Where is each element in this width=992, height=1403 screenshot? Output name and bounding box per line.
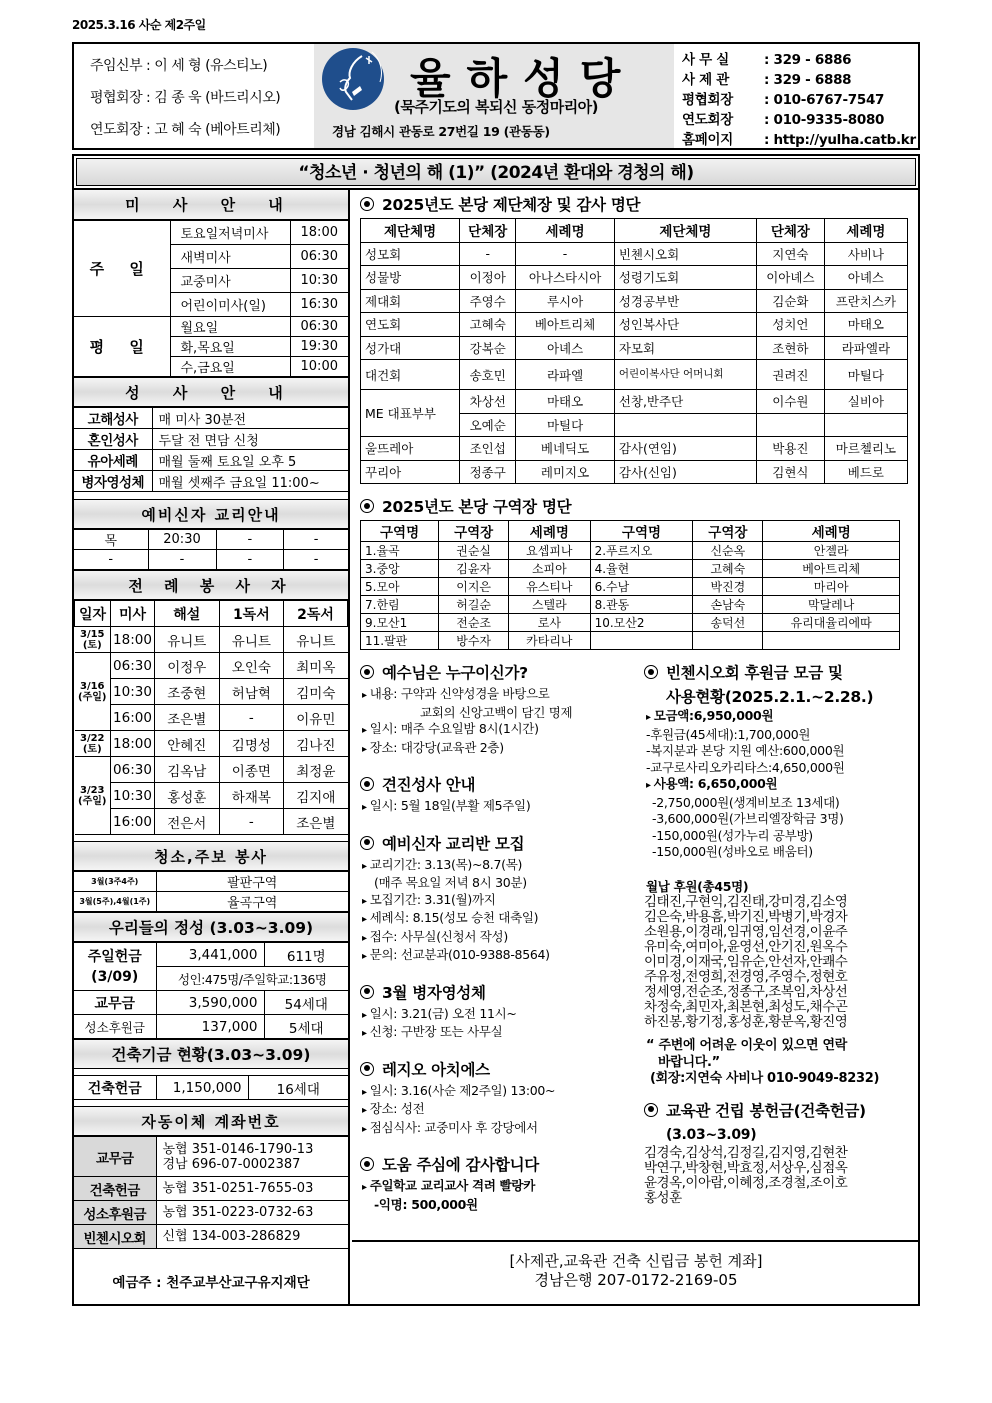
sacraments-table: 고해성사 매 미사 30분전 혼인성사 두달 전 면담 신청 유아세례 매월 둘째 토요일 오후 5 병자영성체 매월 셋째주 금요일 11:00~ — [74, 407, 348, 492]
mass-schedule-table: 주 일 토요일저녁미사 18:00 새벽미사 06:30 교중미사 10:30 어린이미사(일) 16:30 평 일 월요일 06:30 화,목요일 19:30 수,금요일 10:00 — [74, 220, 348, 377]
radio-bullet-icon — [360, 777, 374, 791]
bulletin-header — [72, 42, 920, 150]
radio-bullet-icon — [360, 985, 374, 999]
church-logo-icon — [322, 48, 384, 110]
church-subtitle: (묵주기도의 복되신 동정마리아) — [394, 98, 599, 116]
vincent-quote: “ 주변에 어려운 이웃이 있으면 연락 — [646, 1038, 847, 1053]
contact-list — [674, 44, 918, 148]
notices-right-column: 빈첸시오회 후원금 모금 및 사용현황(2025.2.1.~2.28.) ▸ 모금액:6,950,000원 -후원금(45세대):1,700,000원 -복지분과 본당 지원 예산:600,000원 -교구로사리오카리타스:4,650,000원 ▸ 사용액: 6,650,000원 -2,750,000원(생계비보조 13세대) -3,600,000원(가브리엘장학금 3명) -150,000원(성가누리 공부방) -150,000원(성바오로 배움터) 월납 후원(총45명) 김태진,구현익,김진태,강미경,김소영 김은숙,박용흠,박기진,박병기,박경자 소원용,이경래,임귀영,임선경,이윤주 유미숙,여미아,윤영선,안기진,원옥수 이미경,이재국,임유순,안선자,안쾌수 주유정,전영희,전경영,주영수,정현호 정세영,전순조,정종구,조복임,차상선 차정숙,최민자,최본현,최성도,채수곤 하진봉,황기정,홍성훈,황분옥,황진영 “ 주변에 어려운 이웃이 있으면 연락 바랍니다.” (회장:지연숙 사비나 010-9049-8232) 교육관 건립 봉헌금(건축헌금) (3.03~3.09) 김경숙,김상석,김정길,김지영,김현찬 박연구,박창현,박효정,서상우,심점옥 윤경옥,이아람,이혜정,조경철,조이호 홍성훈 — [636, 660, 920, 1206]
cleaning-table: 3월(3주4주) 팔판구역 3월(5주),4월(1주) 율곡구역 — [74, 871, 348, 912]
liturgy-servers-table: 일자 미사 해설 1독서 2독서 3/15 (토) 18:00 유니트 유니트 유니트 3/16 (주일) 06:30 이정우 오인숙 최미옥 10:30 조중현 허남혁 김미숙 16:00 조은별 - 이유민 3/22 (토) 18:00 안혜진 김명성 김나진 3/23 (주일) 06:30 김옥남 이종면 최정윤 10:30 홍성훈 하재복 김지애 16:00 전은서 - 조은별 — [74, 600, 348, 835]
leaders-list — [74, 44, 314, 148]
notices-left-column: 예수님은 누구이신가? ▸ 내용: 구약과 신약성경을 바탕으로 교회의 신앙고백이 담긴 명제 ▸ 일시: 매주 수요일밤 8시(1시간) ▸ 장소: 대강당(교육관 2층) 견진성사 안내 ▸ 일시: 5월 18일(부활 제5주일) 예비신자 교리반 모집 ▸ 교리기간: 3.13(목)~8.7(목) (매주 목요일 저녁 8시 30분) ▸ 모집기간: 3.31(월)까지 ▸ 세례식: 8.15(성모 승천 대축일) ▸ 접수: 사무실(신청서 작성) ▸ 문의: 선교분과(010-9388-8564) 3월 병자영성체 ▸ 일시: 3.21(금) 오전 11시~ ▸ 신청: 구반장 또는 사무실 레지오 아치에스 ▸ 일시: 3.16(사순 제2주일) 13:00~ ▸ 장소: 성전 ▸ 점심식사: 교중미사 후 강당에서 도움 주심에 감사합니다 ▸ 주일학교 교리교사 격려 빨랑카 -익명: 500,000원 — [352, 660, 642, 1213]
district-leaders-heading: 2025년도 본당 구역장 명단 — [352, 494, 920, 520]
monthly-donors-title: 월납 후원(총45명) — [646, 878, 749, 894]
offerings-table: 주일헌금 (3/09) 3,441,000 611명 성인:475명/주일학교:136명 교무금 3,590,000 54세대 성소후원금 137,000 5세대 — [74, 942, 348, 1039]
monthly-donors-list: 김태진,구현익,김진태,강미경,김소영 김은숙,박용흠,박기진,박병기,박경자 소원용,이경래,임귀영,임선경,이윤주 유미숙,여미아,윤영선,안기진,원옥수 이미경,이재국,임유순,안선자,안쾌수 주유정,전영희,전경영,주영수,정현호 정세영,전순조,정종구,조복임,차상선 차정숙,최민자,최본현,최성도,채수곤 하진봉,황기정,홍성훈,황분옥,황진영 — [644, 894, 848, 1030]
sunday-label: 주 일 — [74, 221, 170, 317]
church-name: 율하성당 — [410, 54, 637, 103]
contact-yeondo: 연도회장 : 010-9335-8080 — [682, 112, 885, 128]
liturgy-heading: 전 례 봉 사 자 — [74, 570, 348, 600]
leader-pastor: 주임신부 : 이 세 형 (유스티노) — [90, 58, 268, 74]
notice-title-thanks: 도움 주심에 감사합니다 — [352, 1152, 642, 1178]
leader-yeondo: 연도회장 : 고 혜 숙 (베아트리체) — [90, 122, 281, 138]
building-fund-table: 건축헌금 1,150,000 16세대 — [74, 1075, 348, 1100]
education-hall-heading: 교육관 건립 봉헌금(건축헌금) — [636, 1098, 920, 1124]
building-account-number: 경남은행 207-0172-2169-05 — [534, 1271, 738, 1289]
notice-title-sick-communion: 3월 병자영성체 — [352, 980, 642, 1006]
radio-bullet-icon — [360, 499, 374, 513]
mass-schedule-heading: 미 사 안 내 — [74, 190, 348, 220]
church-address: 경남 김해시 관동로 27번길 19 (관동동) — [332, 124, 550, 139]
radio-bullet-icon — [360, 836, 374, 850]
offerings-heading: 우리들의 정성 (3.03~3.09) — [74, 912, 348, 942]
contact-council: 평협회장 : 010-6767-7547 — [682, 92, 885, 108]
radio-bullet-icon — [360, 197, 374, 211]
catechumen-table: 목 20:30 - - - - - - — [74, 529, 348, 570]
notice-title-jesus: 예수님은 누구이신가? — [352, 660, 642, 686]
bulletin-date: 2025.3.16 사순 제2주일 — [72, 18, 206, 32]
right-column — [352, 190, 920, 1304]
contact-homepage[interactable]: 홈페이지 : http://yulha.catb.kr — [682, 132, 916, 148]
contact-office: 사 무 실 : 329 - 6886 — [682, 52, 852, 68]
church-title-block — [314, 44, 674, 148]
account-depositor: 예금주 : 천주교부산교구유지재단 — [112, 1275, 310, 1291]
weekday-label: 평 일 — [74, 317, 170, 377]
cleaning-heading: 청소,주보 봉사 — [74, 841, 348, 871]
theme-banner — [72, 154, 920, 190]
accounts-table: 교무금 농협 351-0146-1790-13 경남 696-07-0002387 건축헌금 농협 351-0251-7655-03 성소후원금 농협 351-0223-0732-63 빈첸시오회 신협 134-003-286829 — [74, 1136, 348, 1249]
district-leaders-table: 구역명 구역장 세례명 구역명 구역장 세례명 1.율곡 권순실 요셉피나 2.푸르지오 신순옥 안젤라 3.중앙 김윤자 소피아 4.율현 고혜숙 베아트리체 5.모아 이지은 유스티나 6.수남 박진경 마리아 7.한림 허길순 스텔라 8.관동 손남숙 막달레나 9.모산1 전순조 로사 10.모산2 송덕선 유리대율리에따 11.팔판 방수자 카타리나 — [360, 520, 900, 650]
contact-rectory: 사 제 관 : 329 - 6888 — [682, 72, 852, 88]
leader-council: 평협회장 : 김 종 욱 (바드리시오) — [90, 90, 281, 106]
catechumen-heading: 예비신자 교리안내 — [74, 499, 348, 529]
vincent-heading: 빈첸시오회 후원금 모금 및 — [636, 660, 920, 686]
radio-bullet-icon — [360, 1157, 374, 1171]
radio-bullet-icon — [360, 665, 374, 679]
notice-title-catechumen: 예비신자 교리반 모집 — [352, 831, 642, 857]
bulletin-body — [72, 190, 920, 1306]
radio-bullet-icon — [644, 1103, 658, 1117]
radio-bullet-icon — [644, 665, 658, 679]
org-leaders-heading: 2025년도 본당 제단체장 및 감사 명단 — [352, 192, 920, 218]
notice-title-confirmation: 견진성사 안내 — [352, 772, 642, 798]
notice-title-legio: 레지오 아치에스 — [352, 1057, 642, 1083]
building-fund-heading: 건축기금 현황(3.03~3.09) — [74, 1039, 348, 1069]
sacraments-heading: 성 사 안 내 — [74, 377, 348, 407]
building-account-box — [352, 1240, 920, 1306]
org-leaders-table: 제단체명 단체장 세례명 제단체명 단체장 세례명 성모회 - - 빈첸시오회 지연숙 사비나 성물방 이정아 아나스타시아 성령기도회 이아녜스 아녜스 제대회 주영수 루시아 성경공부반 김순화 프란치스카 연도회 고혜숙 베아트리체 성인복사단 성치언 마태오 성가대 강복순 아녜스 자모회 조현하 라파엘라 대건회 송호민 라파엘 어린이복사단 어머니회 권려진 마틸다 ME 대표부부 차상선 마태오 선창,반주단 이수원 실비아 오예순 마틸다 울뜨레아 조인섭 베네딕도 감사(연임) 박용진 마르첼리노 꾸리아 정종구 레미지오 감사(신임) 김현식 베드로 — [360, 218, 908, 484]
education-hall-donors: 김경숙,김상석,김정길,김지영,김현찬 박연구,박창현,박효정,서상우,심점옥 윤경옥,이아람,이혜정,조경철,조이호 홍성훈 — [644, 1144, 848, 1206]
vincent-contact: (회장:지연숙 사비나 010-9049-8232) — [650, 1071, 880, 1086]
building-account-title: [사제관,교육관 건축 신립금 봉헌 계좌] — [509, 1252, 763, 1270]
radio-bullet-icon — [360, 1062, 374, 1076]
theme-banner-text: “청소년 · 청년의 해 (1)” (2024년 환대와 경청의 해) — [76, 158, 916, 186]
left-column — [74, 190, 350, 1304]
auto-transfer-heading: 자동이체 계좌번호 — [74, 1106, 348, 1136]
